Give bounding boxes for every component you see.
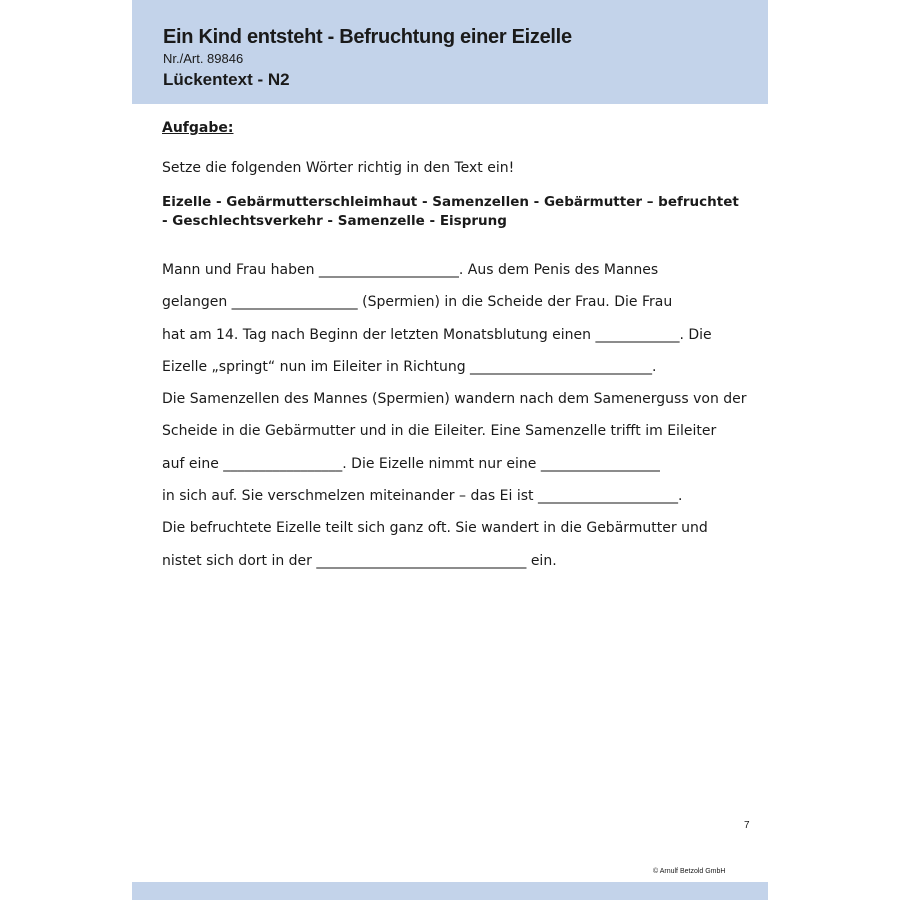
article-number: Nr./Art. 89846: [163, 51, 244, 66]
word-bank: Eizelle - Gebärmutterschleimhaut - Samenzellen - Gebärmutter – befruchtet - Geschlechtsverkehr - Samenzelle - Eisprung: [162, 194, 739, 229]
cloze-line: Scheide in die Gebärmutter und in die Eileiter. Eine Samenzelle trifft im Eileiter: [162, 423, 717, 440]
worksheet-page: [132, 0, 768, 900]
cloze-text: [162, 258, 752, 581]
cloze-line: gelangen __________________ (Spermien) in die Scheide der Frau. Die Frau: [162, 294, 673, 311]
task-heading: Aufgabe:: [162, 120, 234, 136]
worksheet-title: Ein Kind entsteht - Befruchtung einer Eizelle: [163, 26, 572, 48]
cloze-line: Die Samenzellen des Mannes (Spermien) wandern nach dem Samenerguss von der: [162, 391, 747, 408]
task-instruction: Setze die folgenden Wörter richtig in den Text ein!: [162, 160, 515, 176]
worksheet-subtitle: Lückentext - N2: [163, 70, 290, 89]
cloze-line: Mann und Frau haben ____________________. Aus dem Penis des Mannes: [162, 262, 659, 278]
cloze-line: nistet sich dort in der ______________________________ ein.: [162, 552, 557, 569]
copyright-notice: © Arnulf Betzold GmbH: [653, 868, 726, 875]
footer-band: [132, 882, 768, 900]
cloze-line: Eizelle „springt“ nun im Eileiter in Richtung __________________________.: [162, 358, 657, 375]
cloze-line: hat am 14. Tag nach Beginn der letzten Monatsblutung einen ____________. Die: [162, 326, 712, 343]
cloze-line: in sich auf. Sie verschmelzen miteinander – das Ei ist ____________________.: [162, 488, 683, 505]
page-number: 7: [744, 820, 750, 831]
header-band: [132, 0, 768, 104]
cloze-line: auf eine _________________. Die Eizelle nimmt nur eine _________________: [162, 455, 660, 472]
cloze-line: Die befruchtete Eizelle teilt sich ganz oft. Sie wandert in die Gebärmutter und: [162, 520, 708, 537]
